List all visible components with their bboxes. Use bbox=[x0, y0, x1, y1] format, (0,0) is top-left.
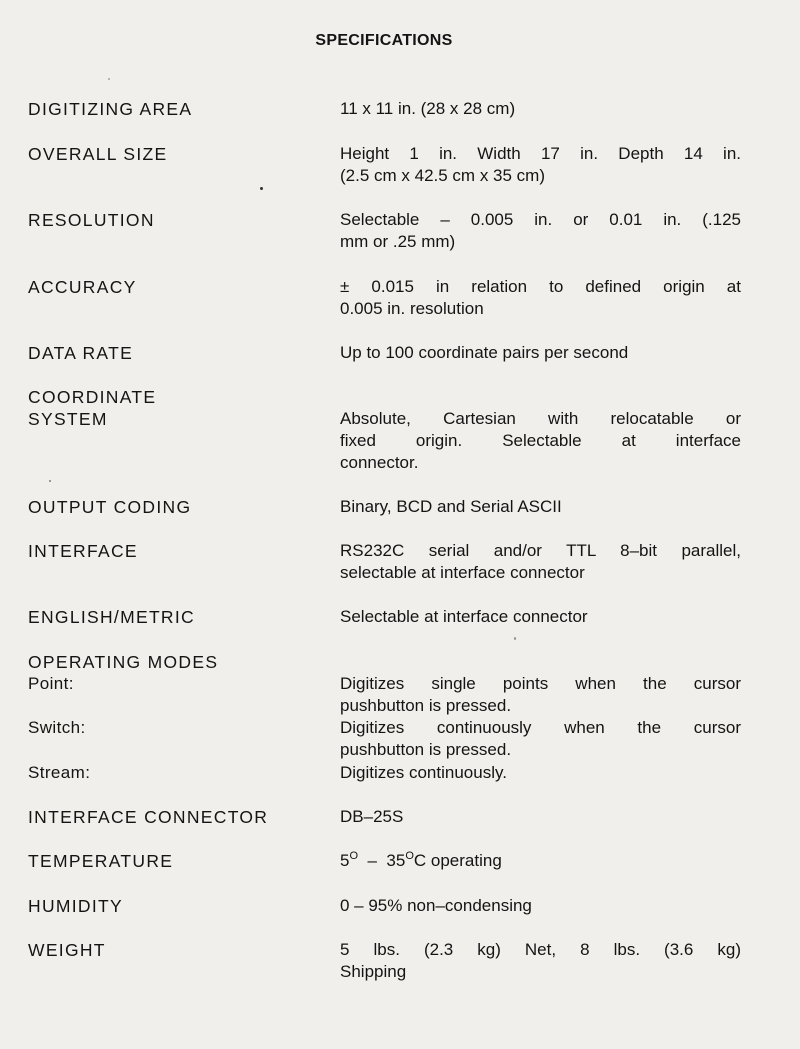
spec-label-coordinate: COORDINATE bbox=[28, 387, 157, 407]
spec-value-line: pushbutton is pressed. bbox=[340, 696, 512, 715]
spec-value-point-mode bbox=[340, 673, 741, 717]
spec-value-line: Digitizes continuously when the cursor bbox=[340, 718, 741, 737]
spec-label-temperature: TEMPERATURE bbox=[28, 851, 174, 871]
spec-value-humidity: 0 – 95% non–condensing bbox=[340, 896, 532, 915]
spec-sublabel-point: Point: bbox=[28, 674, 74, 693]
temp-high: 35 bbox=[386, 851, 406, 870]
spec-value-line: Shipping bbox=[340, 962, 407, 981]
degree-mark: O bbox=[405, 850, 414, 862]
spec-value-line: selectable at interface connector bbox=[340, 563, 585, 582]
spec-value-english-metric: Selectable at interface connector bbox=[340, 607, 588, 626]
spec-value-line: 0.005 in. resolution bbox=[340, 299, 484, 318]
spec-value-line: mm or .25 mm) bbox=[340, 232, 456, 251]
spec-value-line: pushbutton is pressed. bbox=[340, 740, 512, 759]
spec-label-overall-size: OVERALL SIZE bbox=[28, 144, 168, 164]
spec-label-resolution: RESOLUTION bbox=[28, 210, 155, 230]
spec-value-line: Height 1 in. Width 17 in. Depth 14 in. bbox=[340, 144, 741, 163]
spec-value-weight bbox=[340, 939, 741, 983]
spec-value-line: connector. bbox=[340, 453, 419, 472]
spec-value-accuracy bbox=[340, 276, 741, 320]
spec-value-temperature bbox=[340, 850, 741, 872]
scan-speck bbox=[514, 637, 516, 640]
spec-value-line: Selectable – 0.005 in. or 0.01 in. (.125 bbox=[340, 210, 741, 229]
spec-sublabel-switch: Switch: bbox=[28, 718, 86, 737]
spec-value-data-rate: Up to 100 coordinate pairs per second bbox=[340, 343, 629, 362]
spec-label-interface-connector: INTERFACE CONNECTOR bbox=[28, 807, 269, 827]
spec-value-stream-mode: Digitizes continuously. bbox=[340, 763, 507, 782]
spec-sublabel-stream: Stream: bbox=[28, 763, 91, 782]
spec-label-interface: INTERFACE bbox=[28, 541, 138, 561]
spec-value-overall-size bbox=[340, 143, 741, 187]
spec-value-line: RS232C serial and/or TTL 8–bit parallel, bbox=[340, 541, 741, 560]
spec-label-data-rate: DATA RATE bbox=[28, 343, 134, 363]
scan-speck bbox=[49, 480, 51, 482]
spec-value-line: 5 lbs. (2.3 kg) Net, 8 lbs. (3.6 kg) bbox=[340, 940, 741, 959]
spec-label-system: SYSTEM bbox=[28, 409, 108, 429]
spec-label-output-coding: OUTPUT CODING bbox=[28, 497, 192, 517]
spec-value-coordinate-system bbox=[340, 408, 741, 474]
temp-suffix: C operating bbox=[413, 851, 502, 870]
spec-value-resolution bbox=[340, 209, 741, 253]
degree-mark: O bbox=[349, 850, 359, 862]
temp-low: 5 bbox=[340, 851, 350, 870]
spec-value-interface-connector: DB–25S bbox=[340, 807, 404, 826]
spec-label-weight: WEIGHT bbox=[28, 940, 106, 960]
spec-label-digitizing-area: DIGITIZING AREA bbox=[28, 99, 193, 119]
spec-value-line: ± 0.015 in relation to defined origin at bbox=[340, 277, 741, 296]
spec-value-switch-mode bbox=[340, 717, 741, 761]
spec-label-accuracy: ACCURACY bbox=[28, 277, 137, 297]
spec-value-interface bbox=[340, 540, 741, 584]
temp-dash: – bbox=[367, 851, 377, 870]
spec-value-digitizing-area: 11 x 11 in. (28 x 28 cm) bbox=[340, 99, 516, 118]
spec-value-line: fixed origin. Selectable at interface bbox=[340, 431, 741, 450]
spec-value-line: Absolute, Cartesian with relocatable or bbox=[340, 409, 741, 428]
scan-speck bbox=[108, 78, 110, 80]
spec-value-line: Digitizes single points when the cursor bbox=[340, 674, 741, 693]
page-title: SPECIFICATIONS bbox=[315, 32, 453, 49]
spec-label-humidity: HUMIDITY bbox=[28, 896, 123, 916]
scan-speck bbox=[260, 187, 263, 190]
spec-value-output-coding: Binary, BCD and Serial ASCII bbox=[340, 497, 562, 516]
spec-label-operating-modes: OPERATING MODES bbox=[28, 652, 219, 672]
spec-label-english-metric: ENGLISH/METRIC bbox=[28, 607, 195, 627]
spec-value-line: (2.5 cm x 42.5 cm x 35 cm) bbox=[340, 166, 545, 185]
